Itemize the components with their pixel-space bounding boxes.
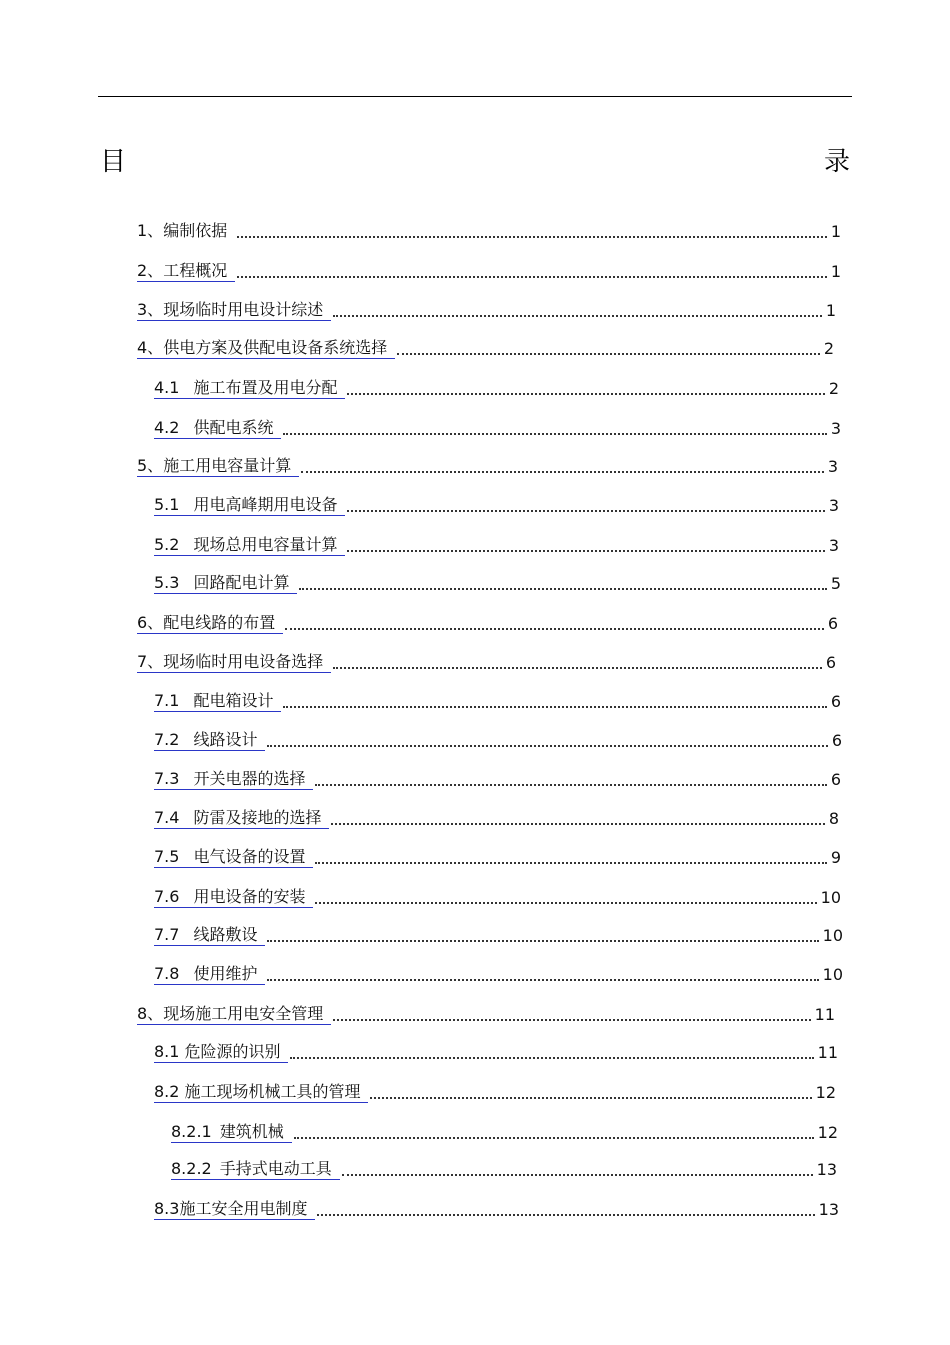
toc-leader-dots bbox=[331, 823, 824, 825]
toc-entry-text: 施工安全用电制度 bbox=[179, 1199, 308, 1218]
toc-entry[interactable] bbox=[154, 572, 841, 594]
toc-entry[interactable] bbox=[137, 1003, 835, 1025]
toc-entry-page: 13 bbox=[816, 1160, 837, 1179]
toc-leader-dots bbox=[285, 628, 824, 630]
toc-entry-page: 12 bbox=[815, 1083, 836, 1102]
toc-entry[interactable] bbox=[137, 299, 836, 321]
toc-entry-page: 6 bbox=[827, 614, 838, 633]
toc-entry-text: 手持式电动工具 bbox=[219, 1159, 332, 1178]
toc-leader-dots bbox=[283, 433, 826, 435]
toc-entry-label bbox=[154, 887, 313, 908]
toc-entry[interactable] bbox=[154, 377, 839, 399]
toc-entry-page: 6 bbox=[830, 770, 841, 789]
toc-entry-label bbox=[154, 1082, 368, 1103]
header-rule bbox=[98, 96, 852, 97]
toc-entry[interactable] bbox=[154, 1041, 838, 1063]
toc-entry[interactable] bbox=[137, 455, 838, 477]
toc-entry-label bbox=[154, 808, 329, 829]
toc-leader-dots bbox=[267, 940, 818, 942]
toc-leader-dots bbox=[370, 1097, 811, 1099]
toc-entry-text: 配电线路的布置 bbox=[163, 613, 276, 632]
toc-leader-dots bbox=[347, 550, 824, 552]
toc-entry-text: 用电设备的安装 bbox=[193, 887, 306, 906]
toc-entry-label bbox=[171, 1159, 340, 1180]
toc-entry-text: 供电方案及供配电设备系统选择 bbox=[163, 338, 388, 357]
toc-entry-page: 10 bbox=[822, 965, 843, 984]
toc-entry-text: 工程概况 bbox=[163, 261, 228, 280]
toc-title-left: 目 bbox=[100, 147, 127, 177]
toc-entry-text: 危险源的识别 bbox=[184, 1042, 281, 1061]
toc-entry-number: 4.2 bbox=[154, 418, 180, 437]
toc-entry[interactable] bbox=[154, 534, 839, 556]
toc-entry-text: 线路设计 bbox=[193, 730, 258, 749]
toc-entry-number: 5.3 bbox=[154, 573, 180, 592]
toc-entry-number: 5.2 bbox=[154, 535, 180, 554]
toc-entry-number: 2、 bbox=[137, 261, 164, 280]
toc-entry-page: 1 bbox=[825, 301, 836, 320]
toc-entry-page: 8 bbox=[828, 809, 839, 828]
toc-entry[interactable] bbox=[137, 260, 841, 282]
toc-leader-dots bbox=[267, 745, 827, 747]
toc-leader-dots bbox=[342, 1174, 813, 1176]
toc-entry-number: 4.1 bbox=[154, 378, 180, 397]
toc-entry-page: 6 bbox=[825, 653, 836, 672]
toc-leader-dots bbox=[237, 276, 827, 278]
toc-entry-label bbox=[154, 573, 297, 594]
toc-entry-number: 7.1 bbox=[154, 691, 180, 710]
toc-entry[interactable] bbox=[154, 846, 841, 868]
toc-entry[interactable] bbox=[154, 768, 841, 790]
toc-leader-dots bbox=[301, 471, 824, 473]
toc-entry-text: 建筑机械 bbox=[219, 1122, 284, 1141]
toc-entry[interactable] bbox=[154, 729, 842, 751]
toc-entry-label bbox=[154, 535, 345, 556]
toc-entry[interactable] bbox=[154, 924, 843, 946]
toc-entry[interactable] bbox=[154, 1081, 836, 1103]
toc-entry-number: 6、 bbox=[137, 613, 164, 632]
toc-leader-dots bbox=[283, 706, 826, 708]
toc-leader-dots bbox=[315, 784, 826, 786]
toc-entry-number: 7.2 bbox=[154, 730, 180, 749]
toc-entry-text: 电气设备的设置 bbox=[193, 847, 306, 866]
toc-entry-text: 施工布置及用电分配 bbox=[193, 378, 338, 397]
toc-entry-page: 12 bbox=[817, 1123, 838, 1142]
toc-entry-number: 7.7 bbox=[154, 925, 180, 944]
toc-entry-text: 使用维护 bbox=[193, 964, 258, 983]
toc-entry-text: 用电高峰期用电设备 bbox=[193, 495, 338, 514]
toc-entry-page: 10 bbox=[820, 888, 841, 907]
toc-entry[interactable] bbox=[154, 963, 843, 985]
toc-entry-page: 10 bbox=[822, 926, 843, 945]
toc-leader-dots bbox=[237, 236, 827, 238]
toc-entry-label bbox=[137, 261, 235, 282]
toc-leader-dots bbox=[333, 667, 822, 669]
toc-entry-number: 8.2.2 bbox=[171, 1159, 212, 1178]
toc-entry-label bbox=[154, 769, 313, 790]
toc-entry-number: 5、 bbox=[137, 456, 164, 475]
toc-entry-page: 2 bbox=[823, 339, 834, 358]
toc-leader-dots bbox=[347, 510, 824, 512]
toc-entry-page: 1 bbox=[830, 262, 841, 281]
toc-entry-label bbox=[137, 221, 235, 242]
toc-entry-number: 8.3 bbox=[154, 1199, 180, 1218]
toc-entry[interactable] bbox=[154, 690, 841, 712]
toc-leader-dots bbox=[397, 353, 820, 355]
toc-entry-text: 防雷及接地的选择 bbox=[193, 808, 322, 827]
toc-leader-dots bbox=[333, 1019, 810, 1021]
toc-entry-page: 1 bbox=[830, 222, 841, 241]
toc-entry-label bbox=[154, 964, 265, 985]
toc-entry[interactable] bbox=[154, 494, 839, 516]
toc-entry-text: 现场总用电容量计算 bbox=[193, 535, 338, 554]
toc-entry-page: 6 bbox=[830, 692, 841, 711]
toc-entry-text: 施工用电容量计算 bbox=[163, 456, 292, 475]
toc-entry-label bbox=[171, 1122, 292, 1143]
toc-entry-label bbox=[154, 925, 265, 946]
toc-entry-text: 施工现场机械工具的管理 bbox=[184, 1082, 361, 1101]
toc-entry-number: 8、 bbox=[137, 1004, 164, 1023]
toc-entry-page: 3 bbox=[830, 419, 841, 438]
toc-entry-label bbox=[154, 691, 281, 712]
toc-entry[interactable] bbox=[154, 807, 839, 829]
toc-entry-text: 配电箱设计 bbox=[193, 691, 274, 710]
toc-entry[interactable] bbox=[137, 612, 838, 634]
toc-entry-label bbox=[154, 418, 281, 439]
toc-entry-number: 7.6 bbox=[154, 887, 180, 906]
toc-entry-page: 3 bbox=[828, 536, 839, 555]
toc-entry-label bbox=[137, 338, 395, 359]
toc-entry-label bbox=[137, 613, 283, 634]
toc-entry-page: 6 bbox=[831, 731, 842, 750]
toc-entry-page: 2 bbox=[828, 379, 839, 398]
toc-entry[interactable] bbox=[154, 417, 841, 439]
toc-title-right: 录 bbox=[823, 147, 850, 177]
toc-entry-label bbox=[154, 730, 265, 751]
toc-entry-text: 现场施工用电安全管理 bbox=[163, 1004, 324, 1023]
toc-entry-label bbox=[154, 378, 345, 399]
toc-entry-label bbox=[137, 1004, 331, 1025]
toc-entry-page: 3 bbox=[827, 457, 838, 476]
toc-entry-number: 1、 bbox=[137, 221, 164, 240]
toc-entry-number: 3、 bbox=[137, 300, 164, 319]
toc-entry-label bbox=[154, 1042, 288, 1063]
toc-entry[interactable] bbox=[137, 220, 841, 242]
toc-leader-dots bbox=[333, 315, 822, 317]
toc-entry-number: 4、 bbox=[137, 338, 164, 357]
toc-entry-label bbox=[154, 847, 313, 868]
toc-leader-dots bbox=[290, 1057, 813, 1059]
toc-leader-dots bbox=[347, 393, 824, 395]
toc-entry[interactable] bbox=[154, 1198, 839, 1220]
toc-entry-page: 3 bbox=[828, 496, 839, 515]
toc-leader-dots bbox=[267, 979, 818, 981]
toc-entry-number: 8.2 bbox=[154, 1082, 180, 1101]
toc-entry-number: 5.1 bbox=[154, 495, 180, 514]
toc-entry-page: 9 bbox=[830, 848, 841, 867]
toc-leader-dots bbox=[299, 588, 826, 590]
toc-entry-number: 8.2.1 bbox=[171, 1122, 212, 1141]
toc-entry-page: 13 bbox=[818, 1200, 839, 1219]
toc-entry-text: 供配电系统 bbox=[193, 418, 274, 437]
toc-leader-dots bbox=[315, 862, 826, 864]
toc-leader-dots bbox=[294, 1137, 814, 1139]
toc-entry-text: 开关电器的选择 bbox=[193, 769, 306, 788]
toc-entry[interactable] bbox=[171, 1121, 838, 1143]
toc-entry[interactable] bbox=[137, 651, 836, 673]
toc-entry-text: 现场临时用电设备选择 bbox=[163, 652, 324, 671]
toc-entry[interactable] bbox=[171, 1158, 837, 1180]
toc-entry-text: 线路敷设 bbox=[193, 925, 258, 944]
toc-entry-number: 7.4 bbox=[154, 808, 180, 827]
toc-entry-number: 7.3 bbox=[154, 769, 180, 788]
toc-entry-page: 11 bbox=[814, 1005, 835, 1024]
toc-entry-text: 回路配电计算 bbox=[193, 573, 290, 592]
toc-entry-label bbox=[137, 652, 331, 673]
toc-entry-label bbox=[154, 1199, 315, 1220]
toc-entry-label bbox=[154, 495, 345, 516]
toc-entry-page: 11 bbox=[817, 1043, 838, 1062]
toc-entry-number: 7、 bbox=[137, 652, 164, 671]
toc-entry-page: 5 bbox=[830, 574, 841, 593]
toc-entry-number: 8.1 bbox=[154, 1042, 180, 1061]
toc-entry[interactable] bbox=[137, 337, 834, 359]
toc-entry-number: 7.8 bbox=[154, 964, 180, 983]
toc-entry[interactable] bbox=[154, 886, 841, 908]
toc-entry-number: 7.5 bbox=[154, 847, 180, 866]
toc-leader-dots bbox=[317, 1214, 814, 1216]
toc-leader-dots bbox=[315, 902, 816, 904]
toc-entry-text: 现场临时用电设计综述 bbox=[163, 300, 324, 319]
toc-entry-label bbox=[137, 456, 299, 477]
toc-entry-text: 编制依据 bbox=[163, 221, 228, 240]
toc-entry-label bbox=[137, 300, 331, 321]
